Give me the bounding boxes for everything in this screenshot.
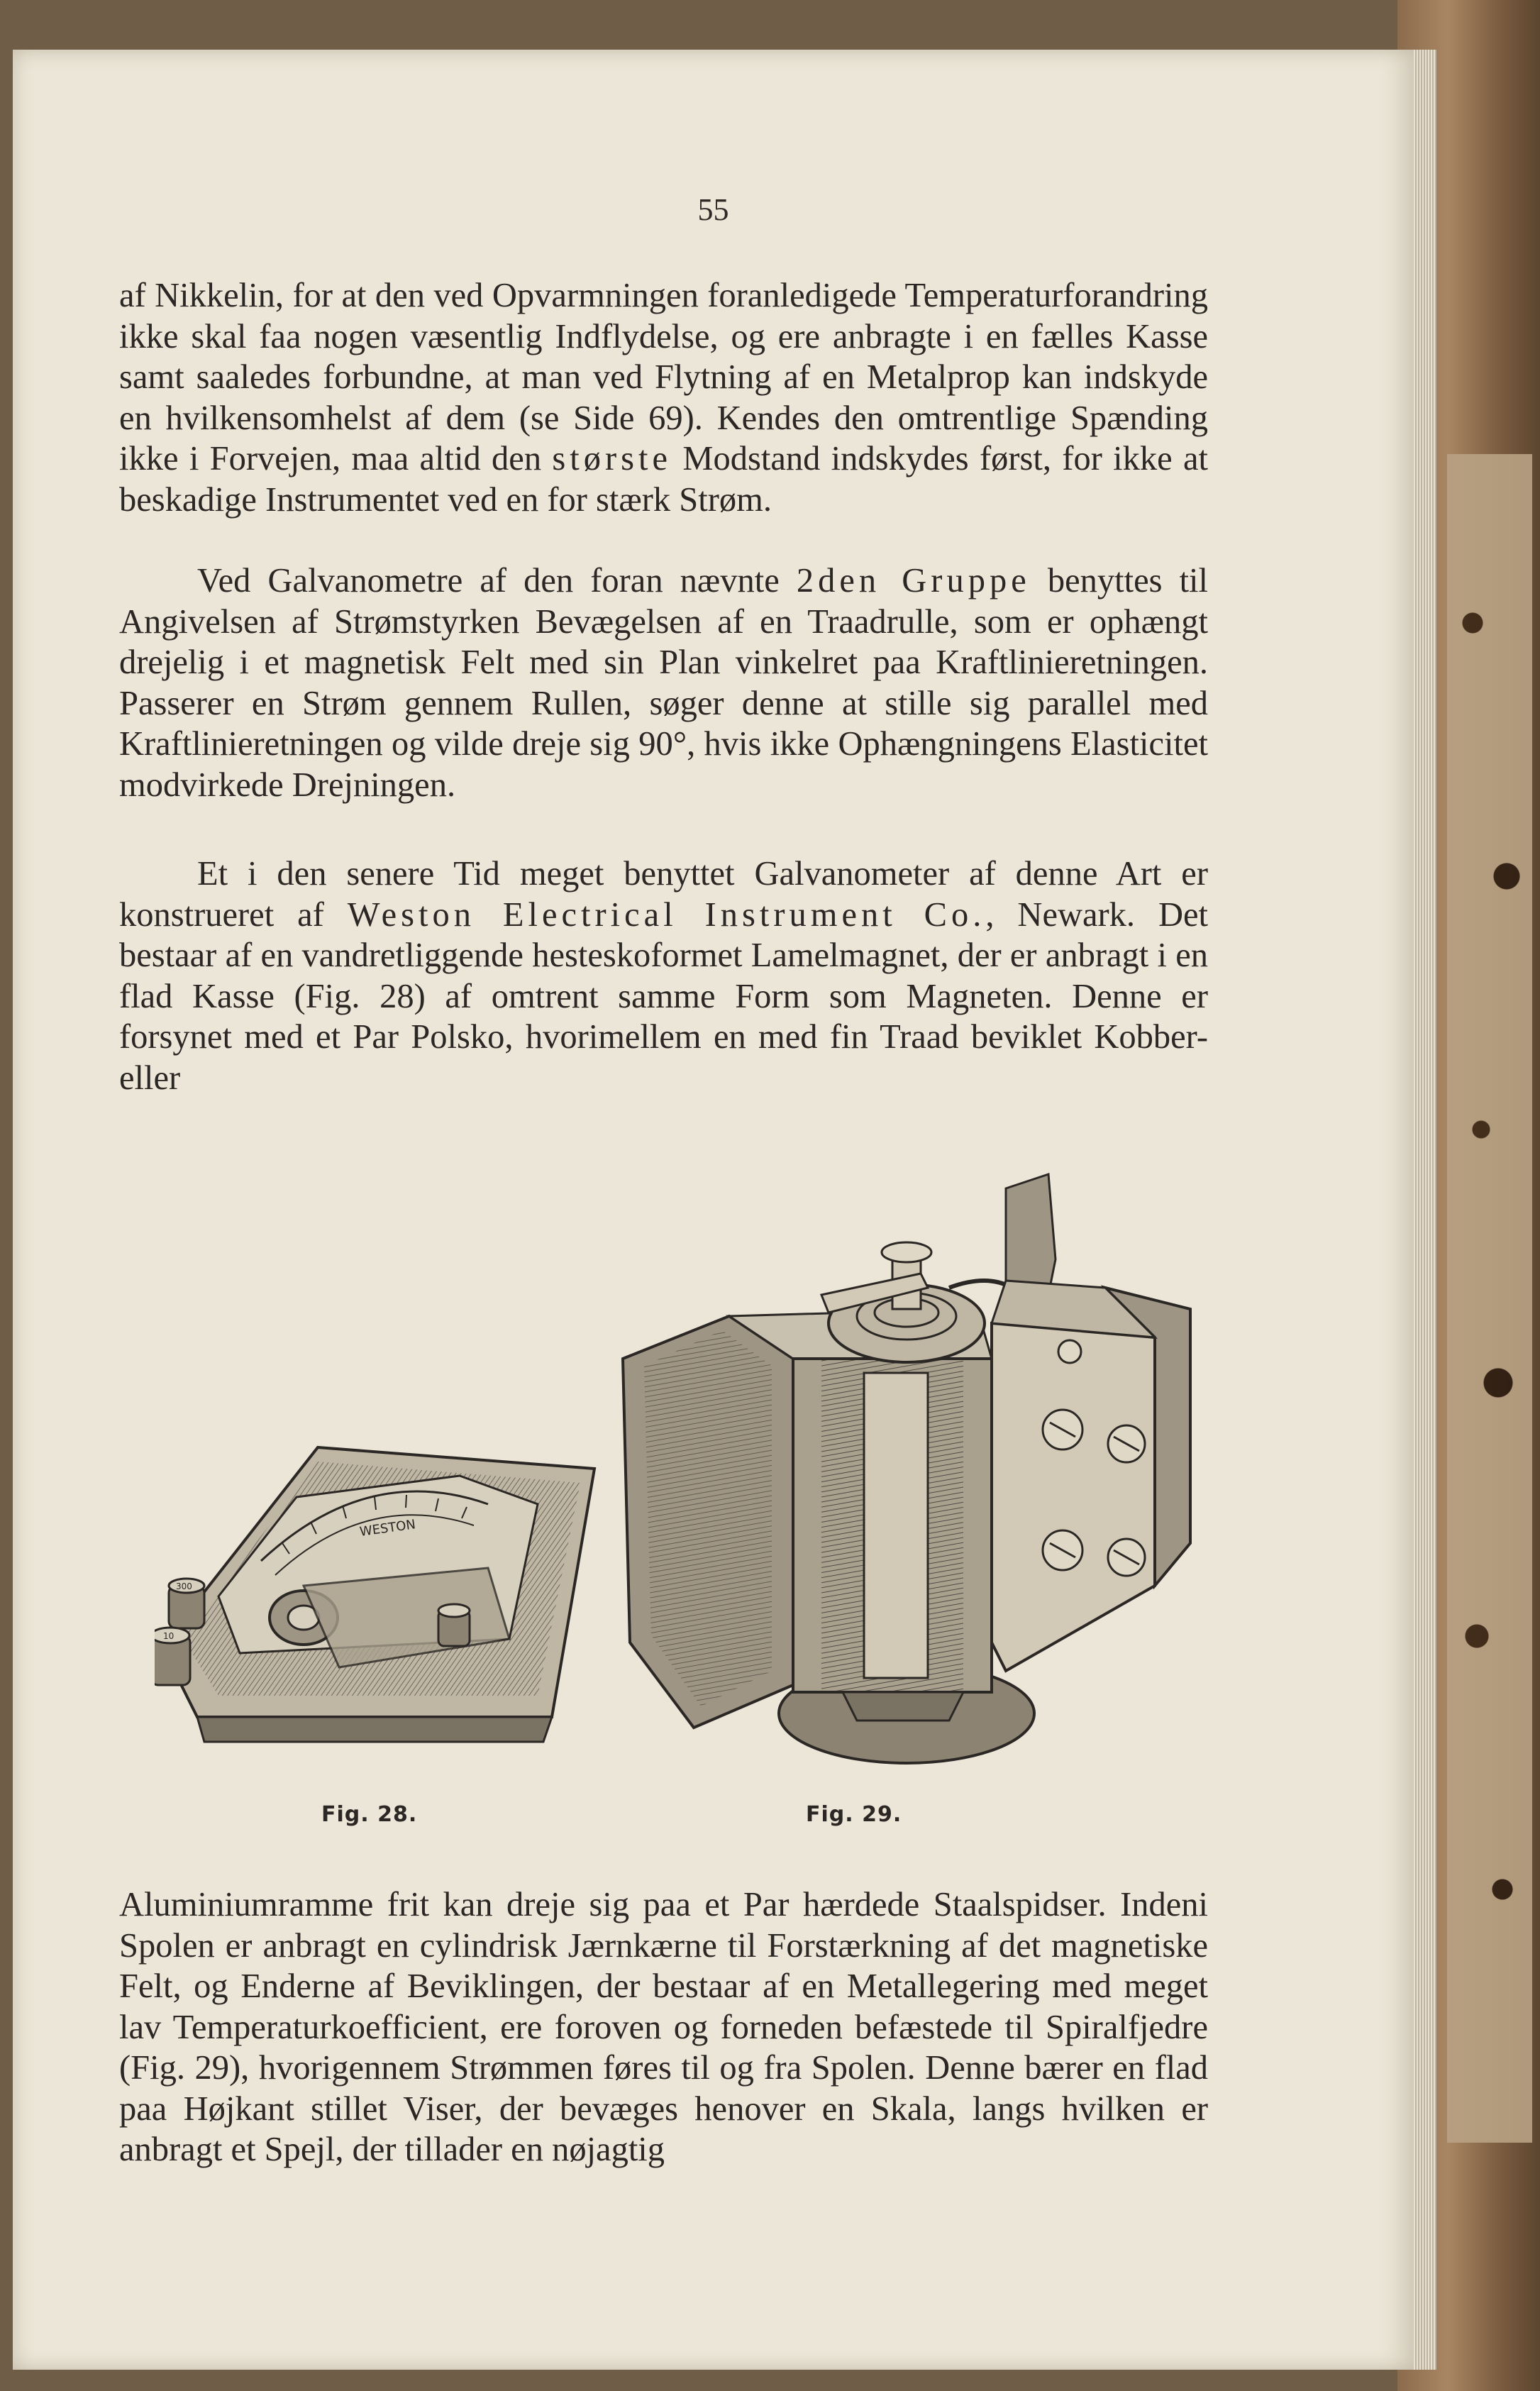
spaced-emphasis-text: 2den Gruppe <box>796 562 1031 600</box>
paragraph-text: af Nikkelin, for at den ved Opvarmningen foranledigede Temperaturforandring ikke skal faa nogen væsentlig Indflydelse, og ere anbragte i en fælles Kasse samt saaledes forbundne, at man ved Flytning af en Metalprop kan indskyde en hvilkensomhelst af dem (se Side 69). Kendes den omtrentlige Spænding ikke i Forvejen, maa altid den <box>119 277 1208 477</box>
figure-28-caption: Fig. 28. <box>321 1802 418 1827</box>
paragraph-text: , Newark. Det bestaar af en vandretliggende hesteskoformet Lamelmagnet, der er anbragt i en flad Kasse (Fig. 28) af omtrent samme Form som Magneten. Denne er forsynet med et Par Polsko, hvorimellem en med fin Traad beviklet Kobber- eller <box>119 895 1208 1097</box>
figure-29-caption: Fig. 29. <box>806 1802 902 1827</box>
paragraph-2 <box>119 561 1208 805</box>
spaced-emphasis-text: største <box>552 440 672 477</box>
figure-29-coil-mechanism <box>609 1146 1204 1784</box>
paragraph-4 <box>119 1884 1208 2170</box>
paragraph-text: benyttes til Angivelsen af Strømstyrken Bevægelsen af en Traadrulle, som er ophængt drejelig i et magnetisk Felt med sin Plan vinkelret paa Kraftlinieretningen. Passerer en Strøm gennem Rullen, søger denne at stille sig parallel med Kraftlinieretningen og vilde dreje sig 90°, hvis ikke Ophængningens Elasticitet modvirkede Drejningen. <box>119 562 1208 804</box>
paragraph-3 <box>119 854 1208 1098</box>
paragraph-text: Modstand indskydes først, for ikke at beskadige Instrumentet ved en for stærk Strøm. <box>119 440 1208 519</box>
paragraph-text: Aluminiumramme frit kan dreje sig paa et Par hærdede Staalspidser. Indeni Spolen er anbragt en cylindrisk Jærnkærne til Forstærkning af det magnetiske Felt, og Enderne af Beviklingen, der bestaar af en Metallegering med meget lav Temperaturkoefficient, ere foroven og forneden befæstede til Spiralfjedre (Fig. 29), hvorigennem Strømmen føres til og fra Spolen. Denne bærer en flad paa Højkant stillet Viser, der bevæges henover en Skala, langs hvilken er anbragt et Spejl, der tillader en nøjagtig <box>119 1886 1208 2168</box>
figure-28-galvanometer <box>155 1384 609 1781</box>
book-page <box>13 50 1414 2370</box>
paragraph-text: Et i den senere Tid meget benyttet Galvanometer af denne Art er konstrueret af <box>119 855 1208 934</box>
instrument-label: WESTON <box>358 1517 417 1540</box>
page-number: 55 <box>697 192 729 227</box>
marbled-cover <box>1447 454 1532 2143</box>
paragraph-1 <box>119 275 1208 520</box>
spaced-emphasis-text: Weston Electrical Instrument Co. <box>347 895 986 934</box>
terminal-label-10: 10 <box>163 1631 175 1641</box>
paragraph-text: Ved Galvanometre af den foran nævnte <box>197 562 797 600</box>
terminal-label-300: 300 <box>176 1581 192 1591</box>
